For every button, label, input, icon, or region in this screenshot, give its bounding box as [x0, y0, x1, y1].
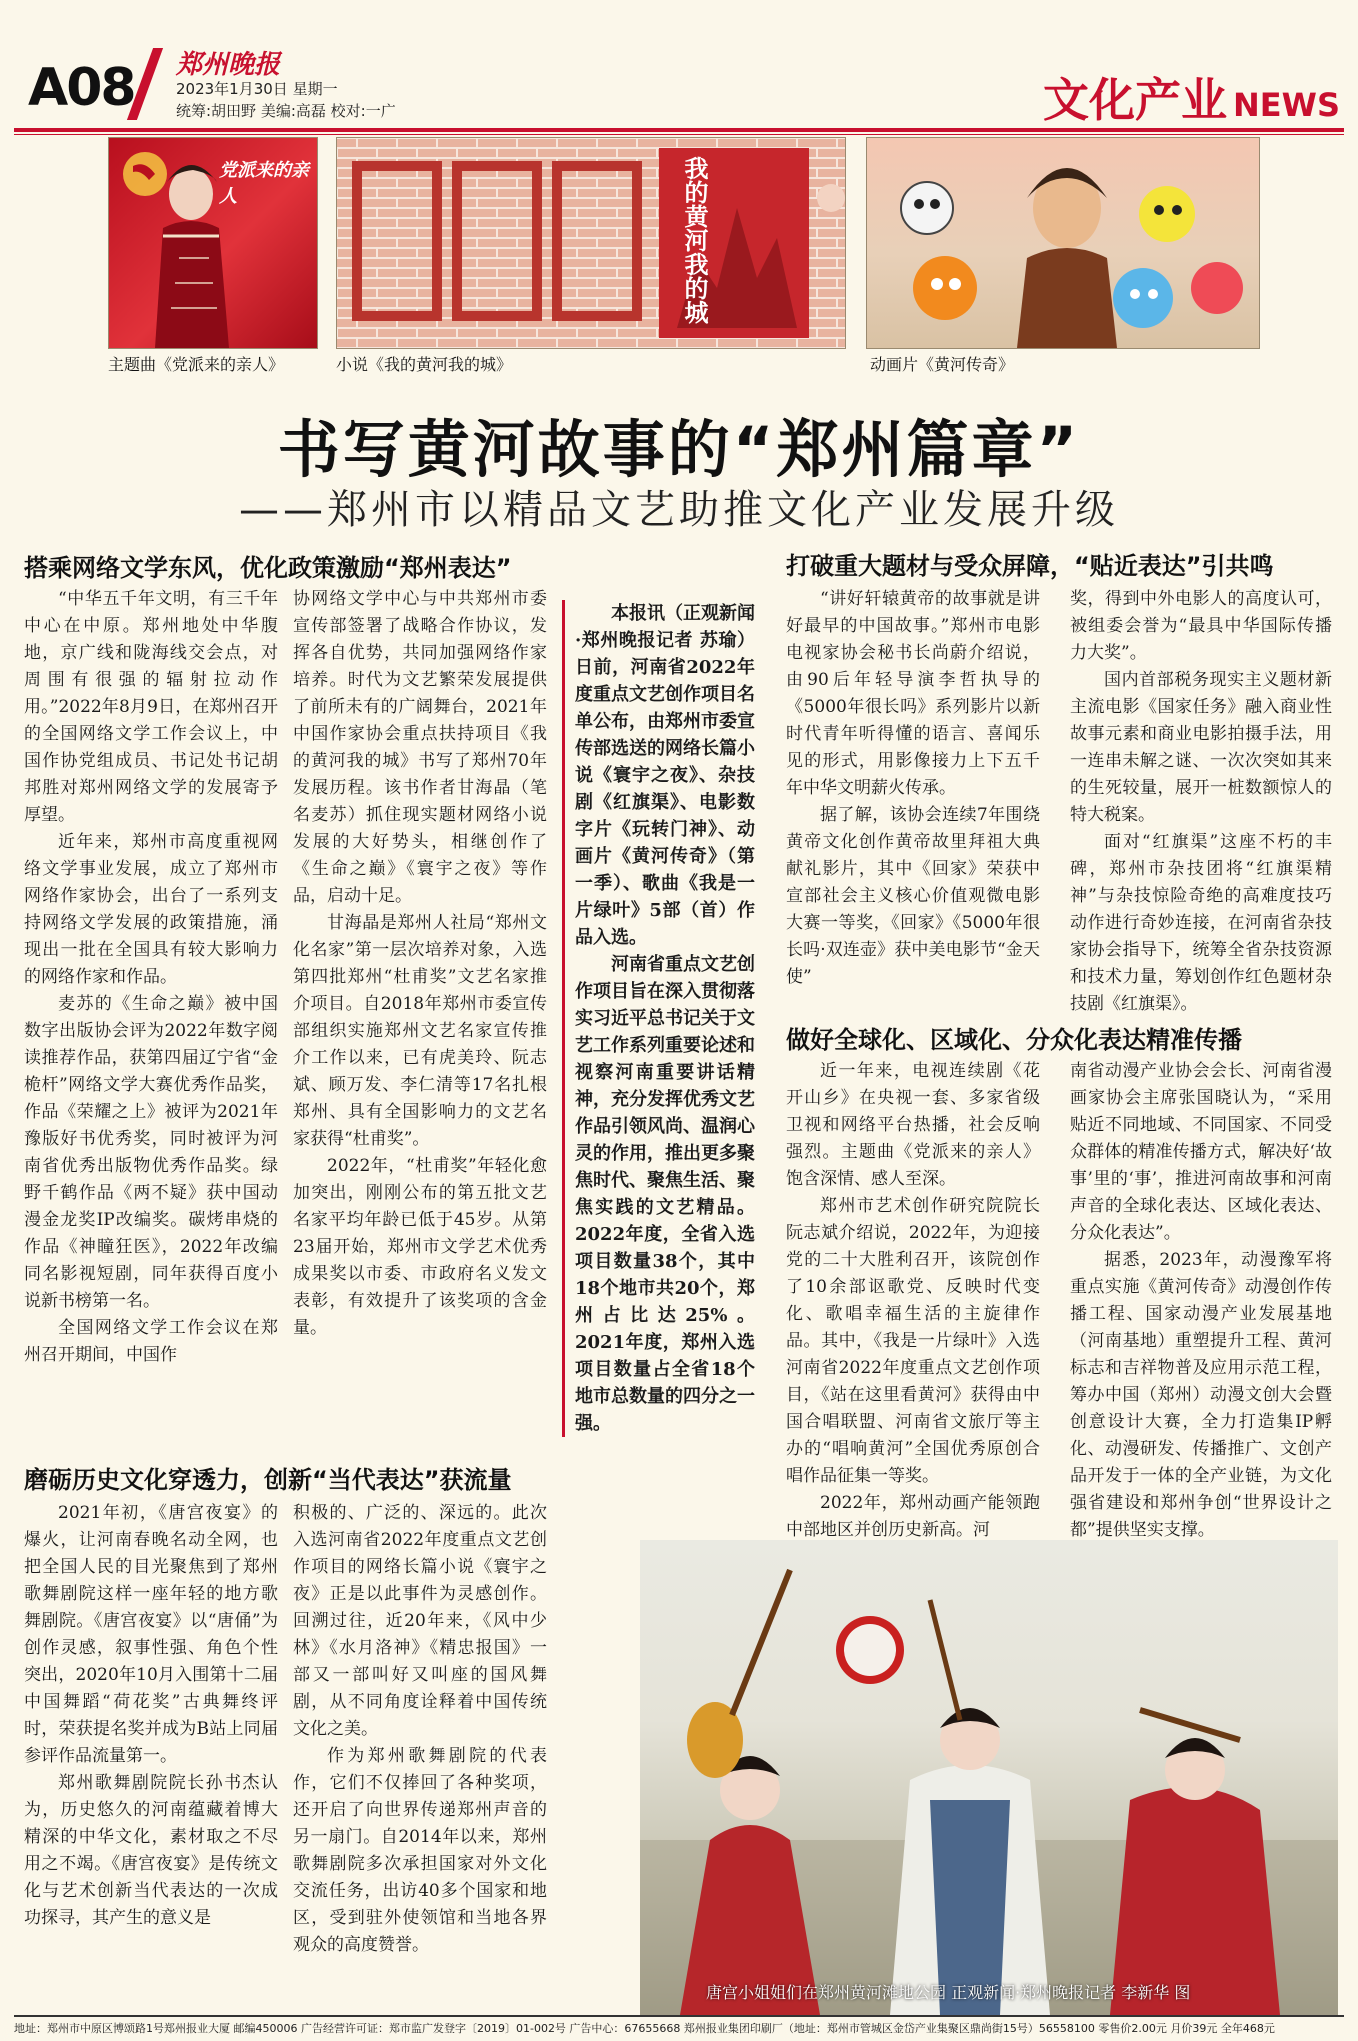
dancers-photo-caption: 唐宫小姐姐们在郑州黄河滩地公园 正观新闻·郑州晚报记者 李新华 图	[706, 1983, 1191, 2002]
paragraph: 奖，得到中外电影人的高度认可，被组委会誉为“最具中华国际传播力大奖”。	[1070, 589, 1332, 663]
dancers-illustration	[640, 1540, 1338, 2015]
subheadline: ——郑州市以精品文艺助推文化产业发展升级	[239, 487, 1119, 533]
photo-caption-theme-song: 主题曲《党派来的亲人》	[108, 355, 285, 374]
paragraph: 积极的、广泛的、深远的。此次入选河南省2022年度重点文艺创作项目的网络长篇小说《寰宇之夜》正是以此事件为灵感创作。回溯过往，近20年来，《风中少林》《水月洛神》《精忠报国》一部又一部叫好又叫座的国风舞剧，从不同角度诠释着中国传统文化之美。	[293, 1503, 547, 1739]
lead-paragraph: 本报讯（正观新闻·郑州晚报记者 苏瑜）日前，河南省2022年度重点文艺创作项目名单公布，由郑州市委宣传部选送的网络长篇小说《寰宇之夜》、杂技剧《红旗渠》、电影数字片《玩转门神》、动画片《黄河传奇》（第一季）、歌曲《我是一片绿叶》5部（首）作品入选。	[575, 603, 755, 948]
paragraph: 2021年初，《唐宫夜宴》的爆火，让河南春晚名动全网，也把全国人民的目光聚焦到了郑州歌舞剧院这样一座年轻的地方歌舞剧院。《唐宫夜宴》以“唐俑”为创作灵感，叙事性强、角色个性突出，2020年10月入围第十二届中国舞蹈“荷花奖”古典舞终评时，荣获提名奖并成为B站上同届参评作品流量第一。	[24, 1503, 278, 1766]
paragraph: 麦苏的《生命之巅》被中国数字出版协会评为2022年数字阅读推荐作品，获第四届辽宁省“金桅杆”网络文学大赛优秀作品奖，作品《荣耀之上》被评为2021年豫版好书优秀奖，同时被评为河南省优秀出版物优秀作品奖。绿野千鹤作品《两不疑》获中国动漫金龙奖IP改编奖。碳烤串烧的作品《神瞳狂医》，2022年改编同名影视短剧，同年获得百度小说新书榜第一名。	[24, 994, 278, 1311]
masthead-rule	[14, 128, 1344, 132]
section-title	[1043, 64, 1340, 130]
brick-wall-illustration	[337, 138, 845, 348]
paragraph: 据了解，该协会连续7年围绕黄帝文化创作黄帝故里拜祖大典献礼影片，其中《回家》荣获中宣部社会主义核心价值观微电影大赛一等奖，《回家》《5000年很长吗·双连壶》获中美电影节“金天使”	[786, 805, 1040, 987]
article-col-2	[293, 586, 547, 1342]
paragraph: 面对“红旗渠”这座不朽的丰碑，郑州市杂技团将“红旗渠精神”与杂技惊险奇绝的高难度技巧动作进行奇妙连接，在河南省杂技家协会指导下，统筹全省杂技资源和技术力量，筹划创作红色题材杂技剧《红旗渠》。	[1070, 832, 1332, 1014]
section-heading-1: 搭乘网络文学东风，优化政策激励“郑州表达”	[24, 554, 512, 582]
page-number: A08	[28, 58, 135, 118]
section-news-label: NEWS	[1233, 86, 1340, 124]
novel-cover-photo	[336, 137, 846, 349]
photo-caption-animation: 动画片《黄河传奇》	[870, 355, 1015, 374]
lead-paragraph: 河南省重点文艺创作项目旨在深入贯彻落实习近平总书记关于文艺工作系列重要论述和视察河南重要讲话精神，充分发挥优秀文艺作品引领风尚、温润心灵的作用，推出更多聚焦时代、聚焦生活、聚焦实践的文艺精品。2022年度，全省入选项目数量38个，其中18个地市共20个，郑州占比达25%。2021年度，郑州入选项目数量占全省18个地市总数量的四分之一强。	[575, 954, 755, 1434]
article-col-7	[786, 1058, 1040, 1544]
masthead-rule-thin	[14, 134, 1344, 135]
footer-imprint: 地址：郑州市中原区博颂路1号郑州报业大厦 邮编450006 广告经营许可证：郑市监广发登字〔2019〕01-002号 广告中心：67655668 郑州报业集团印刷厂（地址：郑州市管城区金岱产业集聚区鼎尚街15号）56558100 零售价2.00元 月价39元 全年468元	[14, 2022, 1275, 2035]
paragraph: 近一年来，电视连续剧《花开山乡》在央视一套、多家省级卫视和网络平台热播，社会反响强烈。主题曲《党派来的亲人》饱含深情、感人至深。	[786, 1061, 1040, 1189]
paragraph: 2022年，“杜甫奖”年轻化愈加突出，刚刚公布的第五批文艺名家平均年龄已低于45岁。从第23届开始，郑州市文学艺术优秀成果奖以市委、市政府名义发文表彰，有效提升了该奖项的含金量。	[293, 1156, 547, 1338]
article-col-6	[1070, 586, 1332, 1018]
paragraph: 据悉，2023年，动漫豫军将重点实施《黄河传奇》动漫创作传播工程、国家动漫产业发展基地（河南基地）重塑提升工程、黄河标志和吉祥物普及应用示范工程，筹办中国（郑州）动漫文创大会暨创意设计大赛，全力打造集IP孵化、动漫研发、传播推广、文创产品开发于一体的全产业链，为文化强省建设和郑州争创“世界设计之都”提供坚实支撑。	[1070, 1250, 1332, 1540]
article-col-5	[786, 586, 1040, 991]
theme-song-poster-photo	[108, 137, 318, 349]
footer-rule	[14, 2015, 1344, 2017]
paragraph: “中华五千年文明，有三千年中心在中原。郑州地处中华腹地，京广线和陇海线交会点，对周围有很强的辐射拉动作用。”2022年8月9日，在郑州召开的全国网络文学工作会议上，中国作协党组成员、书记处书记胡邦胜对郑州网络文学的发展寄予厚望。	[24, 589, 278, 825]
paragraph: 协网络文学中心与中共郑州市委宣传部签署了战略合作协议，发挥各自优势，共同加强网络作家培养。时代为文艺繁荣发展提供了前所未有的广阔舞台，2021年中国作家协会重点扶持项目《我的黄河我的城》书写了郑州70年发展历程。该书作者甘海晶（笔名麦苏）抓住现实题材网络小说发展的大好势头，相继创作了《生命之巅》《寰宇之夜》等作品，启动十足。	[293, 589, 547, 906]
staff-credits: 统筹:胡田野 美编:高磊 校对:一广	[176, 102, 396, 120]
paragraph: 南省动漫产业协会会长、河南省漫画家协会主席张国晓认为，“采用贴近不同地域、不同国家、不同受众群体的精准传播方式，解决好‘故事’里的‘事’，推进河南故事和河南声音的全球化表达、区域化表达、分众化表达”。	[1070, 1061, 1332, 1243]
paragraph: 近年来，郑州市高度重视网络文学事业发展，成立了郑州市网络作家协会，出台了一系列支持网络文学发展的政策措施，涌现出一批在全国具有较大影响力的网络作家和作品。	[24, 832, 278, 987]
paragraph: 全国网络文学工作会议在郑州召开期间，中国作	[24, 1318, 278, 1365]
paragraph: 甘海晶是郑州人社局“郑州文化名家”第一层次培养对象，入选第四批郑州“杜甫奖”文艺名家推介项目。自2018年郑州市委宣传部组织实施郑州文艺名家宣传推介工作以来，已有虎美玲、阮志斌、顾万发、李仁清等17名扎根郑州、具有全国影响力的文艺名家获得“杜甫奖”。	[293, 913, 547, 1149]
paragraph: 2022年，郑州动画产能领跑中部地区并创历史新高。河	[786, 1493, 1040, 1540]
photo-caption-novel: 小说《我的黄河我的城》	[336, 355, 513, 374]
paragraph: “讲好轩辕黄帝的故事就是讲好最早的中国故事。”郑州市电影电视家协会秘书长尚蔚介绍说，由90后年轻导演李哲执导的《5000年很长吗》系列影片以新时代青年听得懂的语言、喜闻乐见的形式，用影像接力上下五千年中华文明薪火传承。	[786, 589, 1040, 798]
article-col-1	[24, 586, 278, 1369]
section-heading-4: 做好全球化、区域化、分众化表达精准传播	[786, 1026, 1242, 1054]
paragraph: 国内首部税务现实主义题材新主流电影《国家任务》融入商业性故事元素和商业电影拍摄手法，用一连串未解之谜、一次次突如其来的生死较量，展开一桩数额惊人的特大税案。	[1070, 670, 1332, 825]
poster-title: 党派来的亲人	[219, 160, 309, 207]
animation-still-photo	[866, 137, 1260, 349]
section-title-text: 文化产业	[1043, 73, 1228, 127]
headline: 书写黄河故事的“郑州篇章”	[277, 413, 1081, 486]
paragraph: 作为郑州歌舞剧院的代表作，它们不仅捧回了各种奖项，还开启了向世界传递郑州声音的另一扇门。自2014年以来，郑州歌舞剧院多次承担国家对外文化交流任务，出访40多个国家和地区，受到驻外使领馆和当地各界观众的高度赞誉。	[293, 1746, 547, 1955]
article-col-8	[1070, 1058, 1332, 1544]
article-col-3	[24, 1500, 278, 1932]
article-col-4	[293, 1500, 547, 1959]
lead-article	[562, 600, 755, 1437]
issue-date: 2023年1月30日 星期一	[176, 80, 338, 98]
paragraph: 郑州歌舞剧院院长孙书杰认为，历史悠久的河南蕴藏着博大精深的中华文化，素材取之不尽用之不竭。《唐宫夜宴》是传统文化与艺术创新当代表达的一次成功探寻，其产生的意义是	[24, 1773, 278, 1928]
section-heading-3: 打破重大题材与受众屏障，“贴近表达”引共鸣	[786, 552, 1274, 580]
cartoon-characters-illustration	[867, 138, 1259, 348]
dancers-photo	[640, 1540, 1338, 2015]
novel-cover-title: 我的黄河我的城	[680, 156, 709, 324]
paper-name-logo: 郑州晚报	[176, 50, 281, 80]
section-heading-2: 磨砺历史文化穿透力，创新“当代表达”获流量	[24, 1466, 512, 1494]
paragraph: 郑州市艺术创作研究院院长阮志斌介绍说，2022年，为迎接党的二十大胜利召开，该院创作了10余部讴歌党、反映时代变化、歌唱幸福生活的主旋律作品。其中，《我是一片绿叶》入选河南省2022年度重点文艺创作项目，《站在这里看黄河》获得由中国合唱联盟、河南省文旅厅等主办的“唱响黄河”全国优秀原创合唱作品征集一等奖。	[786, 1196, 1040, 1486]
